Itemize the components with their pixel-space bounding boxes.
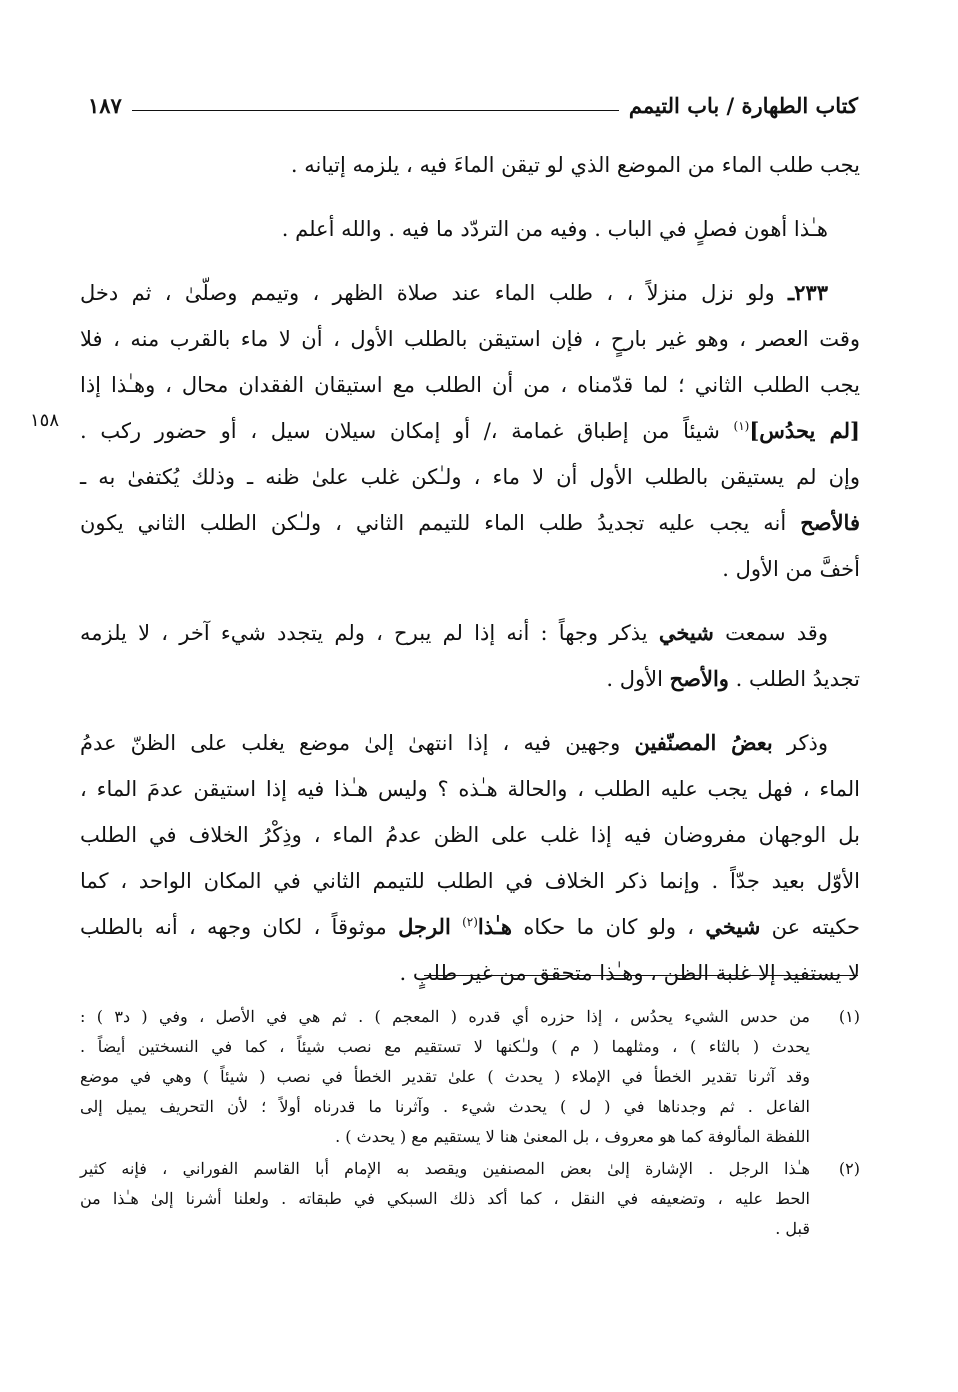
footnote-1 — [80, 1002, 860, 1152]
bold-term: الرجل — [398, 914, 451, 939]
footnote-ref[interactable]: (٢) — [462, 915, 478, 929]
text-line: وقت العصر ، وهو غير بارحٍ ، فإن استيقن بالطلب الأول ، أن لا ماء بالقرب منه ، فلا — [80, 327, 860, 351]
footnote-ref[interactable]: (١) — [733, 419, 750, 433]
footnote-line: من حدس الشيء يحدُس ، إذا حزره أي قدره ( المعجم ) . ثم هي في الأصل ، وفي ( د٣ ) : — [80, 1007, 811, 1026]
bold-term: هـٰذا — [477, 914, 513, 939]
text-line: بل الوجهان مفروضان فيه إذا غلب على الظن عدمُ الماء ، وذِكْرُ الخلاف في الطلب — [80, 823, 860, 847]
paragraph-233 — [80, 270, 860, 592]
text-line: الأوّل بعيد جدّاً . وإنما ذكر الخلاف في الطلب للتيمم الثاني في المكان الواحد ، كما — [80, 869, 861, 893]
footnotes — [80, 1002, 860, 1246]
text-line: وإن لم يستيقن بالطلب الأول أن لا ماء ، ولـٰكن غلب علىٰ ظنه ـ وذلك يُكتفىٰ به ـ — [80, 465, 860, 489]
footnote-separator — [424, 975, 858, 976]
paragraph-number: ٢٣٣ـ — [788, 280, 828, 305]
text-line: يجب طلب الماء من الموضع الذي لو تيقن الماءَ فيه ، يلزمه إتيانه . — [290, 153, 860, 177]
header-rule — [132, 110, 619, 111]
text-line: تجديدُ الطلب . والأصح الأول . — [606, 666, 860, 691]
bold-term: بعضُ المصنّفين — [634, 730, 773, 755]
bold-term: شيخي — [658, 620, 714, 645]
bold-term: والأصح — [669, 666, 729, 691]
footnote-line: يحدث ( بالثاء ) ، ومثلهما ( م ) ولـٰكنها لا تستقيم مع نصب شيئاً ، كما في النسختين أيضاً . — [80, 1037, 810, 1056]
text-line: لا يستفيد إلا غلبة الظن ، وهـٰذا متحقق من غير طلبٍ . — [399, 961, 860, 985]
text-line: حكيته عن شيخي ، ولو كان ما حكاه هـٰذا$^{(٢)}$ الرجل موثوقاً ، لكان وجهه ، أنه بالطلب — [80, 914, 860, 939]
bold-term: شيخي — [705, 914, 761, 939]
chapter-title: كتاب الطهارة / باب التيمم — [628, 93, 858, 118]
text-line: وذكر بعضُ المصنّفين وجهين فيه ، إذا انتهىٰ إلىٰ موضع يغلب على الظنّ عدمُ — [80, 730, 828, 755]
footnote-mark: (٢) — [838, 1159, 860, 1178]
margin-manuscript-folio: ١٥٨ — [30, 410, 60, 431]
paragraph — [80, 720, 860, 996]
text-line: الماء ، فهل يجب عليه الطلب ، والحالة هـٰذه ؟ وليس هـٰذا فيه إذا استيقن عدمَ الماء ، — [80, 777, 860, 801]
paragraph — [80, 610, 860, 702]
main-text — [80, 142, 860, 996]
text-line: يجب الطلب الثاني ؛ لما قدّمناه ، من أن الطلب مع استيقان الفقدان محال ، وهـٰذا إذا — [80, 373, 860, 397]
text-line: أخفَّ من الأول . — [722, 557, 860, 581]
bold-term: فالأصح — [800, 510, 860, 535]
running-header — [88, 88, 858, 118]
footnote-line: الفاعل . ثم وجدناها في ( ل ) يحدث شيء . وآثرنا ما قدرناه أولاً ؛ لأن التحريف يميل إلى — [80, 1097, 810, 1116]
paragraph — [80, 206, 860, 252]
footnote-line: قبل . — [775, 1219, 810, 1238]
paragraph — [80, 142, 860, 188]
footnote-line: اللفظة المألوفة كما هو معروف ، بل المعنىٰ هنا لا يستقيم مع ( يحدث ) . — [335, 1127, 810, 1146]
footnote-line: هـٰذا الرجل . الإشارة إلىٰ بعض المصنفين ويقصد به الإمام أبا القاسم الفوراني ، فإنه كثير — [80, 1159, 810, 1178]
footnote-line: الحط عليه ، وتضعيفه في النقل ، كما أكد ذلك السبكي في طبقاته . ولعلنا أشرنا إلىٰ هـٰذا من — [80, 1189, 810, 1208]
page-number: ١٨٧ — [88, 93, 122, 118]
footnote-2 — [80, 1154, 860, 1244]
footnote-mark: (١) — [838, 1007, 860, 1026]
bracketed-term: [لم يحدُس] — [749, 418, 860, 443]
text-line: وقد سمعت شيخي يذكر وجهاً : أنه إذا لم يبرح ، ولم يتجدد شيء آخر ، لا يلزمه — [80, 620, 828, 645]
text-line: [لم يحدُس]$^{(١)}$ شيئاً من إطباق غمامة ،/ أو إمكان سيلان سيل ، أو حضور ركب . — [80, 418, 860, 443]
footnote-line: وقد آثرنا تقدير الخطأ في الإملاء ( يحدث ) علىٰ تقدير الخطأ في نصب ( شيئاً ) وهي في موضع — [80, 1067, 810, 1086]
text-line: فالأصح أنه يجب عليه تجديدُ طلب الماء للتيمم الثاني ، ولـٰكن الطلب الثاني يكون — [80, 510, 860, 535]
text-line: ٢٣٣ـ ولو نزل منزلاً ، ، طلب الماء عند صلاة الظهر ، وتيمم وصلّىٰ ، ثم دخل — [80, 280, 828, 305]
text-line: هـٰذا أهون فصلٍ في الباب . وفيه من التردّد ما فيه . والله أعلم . — [281, 217, 828, 241]
